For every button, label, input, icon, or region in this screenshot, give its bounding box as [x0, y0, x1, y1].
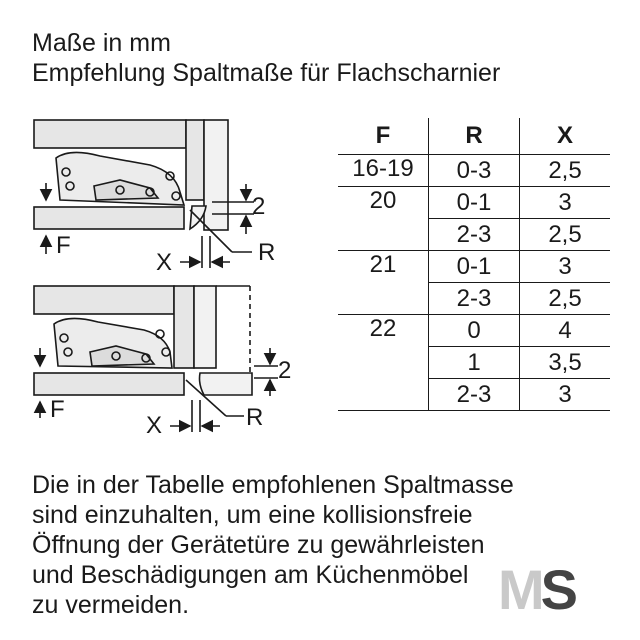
recommendation-title: Empfehlung Spaltmaße für Flachscharnier [32, 59, 501, 87]
hinge-diagram-lower [34, 286, 278, 432]
gap-label-upper: 2 [252, 193, 266, 220]
cell-x: 3,5 [520, 347, 611, 379]
x-label-upper: X [156, 249, 173, 276]
cabinet-top-panel [34, 120, 186, 148]
column-header-f: F [338, 118, 429, 155]
cell-r: 2-3 [429, 283, 520, 315]
cell-x: 3 [520, 379, 611, 411]
furniture-door-lower [34, 373, 184, 395]
cabinet-side-panel [174, 286, 194, 368]
ms-logo [498, 560, 574, 620]
table-row [338, 315, 610, 347]
cell-r: 0-3 [429, 155, 520, 187]
units-title: Maße in mm [32, 29, 171, 57]
note-line: zu vermeiden. [32, 591, 190, 619]
appliance-door-lower [200, 373, 253, 395]
cell-x: 2,5 [520, 283, 611, 315]
cell-x: 2,5 [520, 219, 611, 251]
cell-x: 3 [520, 187, 611, 219]
cell-f: 20 [338, 187, 429, 251]
cell-r: 1 [429, 347, 520, 379]
gap-table [338, 118, 610, 411]
table-row [338, 155, 610, 187]
table-header-row [338, 118, 610, 155]
instruction-note [32, 470, 514, 620]
cell-x: 4 [520, 315, 611, 347]
cell-r: 0-1 [429, 187, 520, 219]
cell-r: 2-3 [429, 219, 520, 251]
x-label-lower: X [146, 412, 163, 439]
gap-label-lower: 2 [278, 357, 292, 384]
table-row [338, 251, 610, 283]
cell-r: 0-1 [429, 251, 520, 283]
note-line: sind einzuhalten, um eine kollisionsfreie [32, 501, 473, 529]
logo-letter-m: M [498, 558, 541, 621]
appliance-side-panel [194, 286, 216, 368]
cabinet-top-panel [34, 286, 174, 314]
f-label-upper: F [56, 232, 71, 259]
cell-f: 16-19 [338, 155, 429, 187]
cell-f: 22 [338, 315, 429, 411]
note-line: Öffnung der Gerätetüre zu gewährleisten [32, 531, 485, 559]
column-header-x: X [520, 118, 611, 155]
f-label-lower: F [50, 396, 65, 423]
cell-r: 0 [429, 315, 520, 347]
note-line: und Beschädigungen am Küchenmöbel [32, 561, 469, 589]
furniture-door-upper [34, 207, 184, 229]
logo-letter-s: S [540, 558, 575, 621]
cell-x: 2,5 [520, 155, 611, 187]
cell-f: 21 [338, 251, 429, 315]
cabinet-side-panel [186, 120, 204, 200]
cell-r: 2-3 [429, 379, 520, 411]
note-line: Die in der Tabelle empfohlenen Spaltmasse [32, 471, 514, 499]
r-label-lower: R [246, 404, 264, 431]
cell-x: 3 [520, 251, 611, 283]
column-header-r: R [429, 118, 520, 155]
table-row [338, 187, 610, 219]
r-label-upper: R [258, 239, 276, 266]
